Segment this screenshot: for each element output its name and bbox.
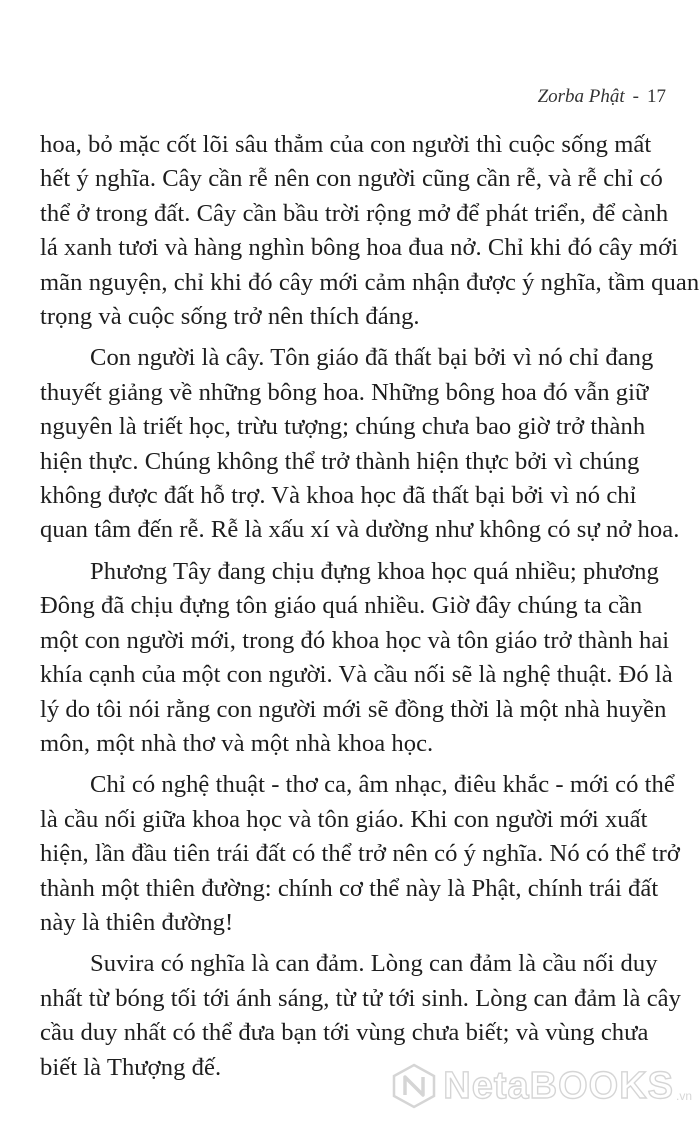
book-title: Zorba Phật xyxy=(537,86,625,107)
header-separator: - xyxy=(632,86,639,107)
watermark-suffix: .vn xyxy=(675,1089,692,1103)
text-line: mãn nguyện, chỉ khi đó cây mới cảm nhận được ý nghĩa, tầm quan xyxy=(40,268,700,296)
text-line: trọng và cuộc sống trở nên thích đáng. xyxy=(40,303,420,331)
text-line: là cầu nối giữa khoa học và tôn giáo. Khi con người mới xuất xyxy=(40,805,648,833)
page-number: 17 xyxy=(647,86,666,107)
text-line: hiện, lần đầu tiên trái đất có thể trở nên có ý nghĩa. Nó có thể trở xyxy=(40,840,680,868)
text-line: hết ý nghĩa. Cây cần rễ nên con người cũng cần rễ, và rễ chỉ có xyxy=(40,165,663,193)
text-line: khía cạnh của một con người. Và cầu nối sẽ là nghệ thuật. Đó là xyxy=(40,661,673,689)
text-line: môn, một nhà thơ và một nhà khoa học. xyxy=(40,729,434,757)
text-line: thể ở trong đất. Cây cần bầu trời rộng mở để phát triển, để cành xyxy=(40,199,669,227)
paragraph-3 xyxy=(40,555,673,761)
text-line: này là thiên đường! xyxy=(40,908,234,936)
paragraph-2 xyxy=(40,341,680,547)
paragraph-1 xyxy=(40,128,700,334)
watermark xyxy=(391,1063,692,1109)
text-line: hoa, bỏ mặc cốt lõi sâu thẳm của con người thì cuộc sống mất xyxy=(40,131,652,158)
page-body xyxy=(40,128,700,1085)
netabooks-logo-icon xyxy=(391,1063,437,1109)
text-line: cầu duy nhất có thể đưa bạn tới vùng chưa biết; và vùng chưa xyxy=(40,1019,649,1047)
text-line: Suvira có nghĩa là can đảm. Lòng can đảm là cầu nối duy xyxy=(90,950,658,978)
running-header xyxy=(538,86,666,108)
text-line: Đông đã chịu đựng tôn giáo quá nhiều. Giờ đây chúng ta cần xyxy=(40,592,643,620)
text-line: một con người mới, trong đó khoa học và tôn giáo trở thành hai xyxy=(40,626,670,654)
text-line: quan tâm đến rễ. Rễ là xấu xí và dường như không có sự nở hoa. xyxy=(40,516,680,544)
text-line: hiện thực. Chúng không thể trở thành hiện thực bởi vì chúng xyxy=(40,447,640,475)
text-line: không được đất hỗ trợ. Và khoa học đã thất bại bởi vì nó chỉ xyxy=(40,482,637,510)
text-line: biết là Thượng đế. xyxy=(40,1053,222,1081)
text-line: thành một thiên đường: chính cơ thể này là Phật, chính trái đất xyxy=(40,874,659,902)
text-line: thuyết giảng về những bông hoa. Những bông hoa đó vẫn giữ xyxy=(40,378,649,406)
paragraph-4 xyxy=(40,768,680,940)
watermark-brand: NetaBOOKS xyxy=(443,1064,674,1107)
text-line: lá xanh tươi và hàng nghìn bông hoa đua nở. Chỉ khi đó cây mới xyxy=(40,234,679,262)
text-line: lý do tôi nói rằng con người mới sẽ đồng thời là một nhà huyền xyxy=(40,695,667,723)
text-line: Phương Tây đang chịu đựng khoa học quá nhiều; phương xyxy=(90,557,659,585)
text-line: nhất từ bóng tối tới ánh sáng, từ tử tới sinh. Lòng can đảm là cây xyxy=(40,984,681,1012)
text-line: nguyên là triết học, trừu tượng; chúng chưa bao giờ trở thành xyxy=(40,413,646,441)
text-line: Chỉ có nghệ thuật - thơ ca, âm nhạc, điêu khắc - mới có thể xyxy=(90,771,675,799)
text-line: Con người là cây. Tôn giáo đã thất bại bởi vì nó chỉ đang xyxy=(90,344,654,372)
